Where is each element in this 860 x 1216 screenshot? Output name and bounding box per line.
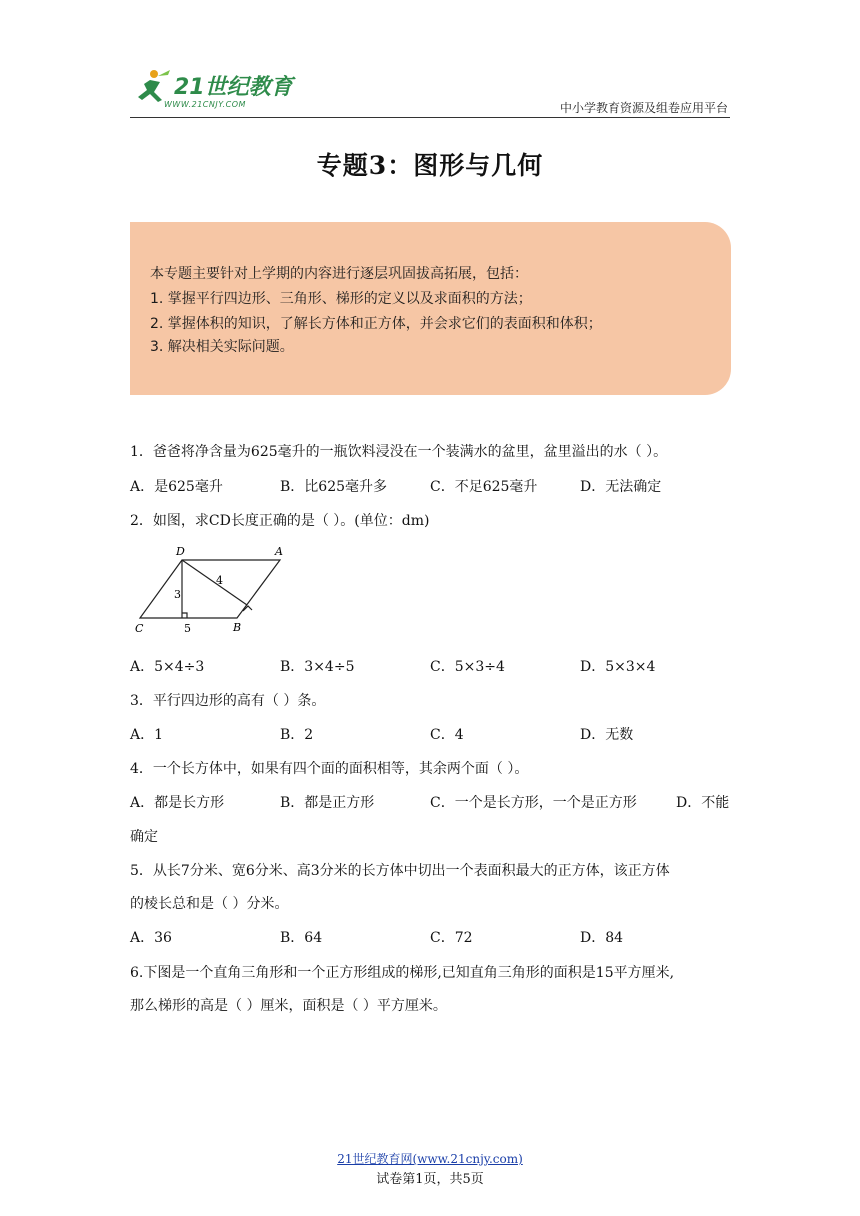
- intro-line: 2. 掌握体积的知识，了解长方体和正方体，并会求它们的表面积和体积；: [150, 316, 602, 332]
- height-line-4: [182, 560, 247, 605]
- question-5-text: 5．从长7分米、宽6分米、高3分米的长方体中切出一个表面积最大的正方体，该正方体: [130, 863, 670, 879]
- q1-option-a: A．是625毫升: [130, 479, 223, 495]
- q5-option-d: D．84: [580, 930, 624, 946]
- page-header: [130, 62, 730, 118]
- q1-option-c: C．不足625毫升: [430, 479, 538, 495]
- intro-box: [130, 222, 731, 395]
- label-5: 5: [184, 622, 191, 635]
- right-angle-mark: [182, 613, 187, 618]
- header-tagline: 中小学教育资源及组卷应用平台: [559, 101, 728, 115]
- question-6-text: 6.下图是一个直角三角形和一个正方形组成的梯形,已知直角三角形的面积是15平方厘米,: [130, 965, 675, 981]
- q1-option-d: D．无法确定: [580, 479, 662, 495]
- question-5-text-cont: 的棱长总和是（ ）分米。: [130, 896, 289, 912]
- q3-option-c: C．4: [430, 727, 464, 743]
- label-C: C: [135, 622, 144, 635]
- q4-option-a: A．都是长方形: [130, 795, 225, 811]
- page-title: 专题3：图形与几何: [316, 151, 544, 180]
- q3-option-d: D．无数: [580, 727, 634, 743]
- question-2-text: 2．如图，求CD长度正确的是（ ）。(单位：dm): [130, 513, 430, 529]
- q4-option-d-continued: 确定: [130, 829, 158, 845]
- logo-url: WWW.21CNJY.COM: [164, 100, 246, 109]
- q5-option-a: A．36: [130, 930, 172, 946]
- q4-option-c: C．一个是长方形，一个是正方形: [430, 795, 637, 811]
- intro-line: 1. 掌握平行四边形、三角形、梯形的定义以及求面积的方法；: [150, 291, 532, 307]
- q2-option-a: A．5×4÷3: [130, 659, 205, 675]
- question-1-text: 1．爸爸将净含量为625毫升的一瓶饮料浸没在一个装满水的盆里，盆里溢出的水（ ）。: [130, 444, 668, 460]
- q4-option-b: B．都是正方形: [280, 795, 375, 811]
- intro-line: 3. 解决相关实际问题。: [150, 339, 294, 355]
- parallelogram-outline: [140, 560, 280, 618]
- q3-option-b: B．2: [280, 727, 314, 743]
- q5-option-b: B．64: [280, 930, 323, 946]
- label-B: B: [233, 621, 242, 634]
- q5-option-c: C．72: [430, 930, 473, 946]
- label-4: 4: [216, 574, 223, 587]
- page-number: 试卷第1页，共5页: [376, 1172, 484, 1187]
- intro-line: 本专题主要针对上学期的内容进行逐层巩固拔高拓展，包括：: [150, 266, 528, 282]
- q3-option-a: A．1: [130, 727, 164, 743]
- parallelogram-figure: [134, 542, 294, 642]
- q2-option-c: C．5×3÷4: [430, 659, 505, 675]
- question-4-text: 4．一个长方体中，如果有四个面的面积相等，其余两个面（ ）。: [130, 761, 529, 777]
- question-3-text: 3．平行四边形的高有（ ）条。: [130, 693, 326, 709]
- header-divider: [130, 117, 730, 118]
- q2-option-b: B．3×4÷5: [280, 659, 355, 675]
- q1-option-b: B．比625毫升多: [280, 479, 388, 495]
- label-A: A: [275, 545, 283, 558]
- q2-option-d: D．5×3×4: [580, 659, 656, 675]
- logo-text: 21世纪教育: [174, 75, 293, 100]
- footer-link[interactable]: 21世纪教育网(www.21cnjy.com): [337, 1152, 523, 1166]
- q4-option-d: D．不能: [676, 795, 730, 811]
- label-D: D: [176, 545, 185, 558]
- label-3: 3: [174, 588, 181, 601]
- question-6-text-cont: 那么梯形的高是（ ）厘米，面积是（ ）平方厘米。: [130, 998, 447, 1014]
